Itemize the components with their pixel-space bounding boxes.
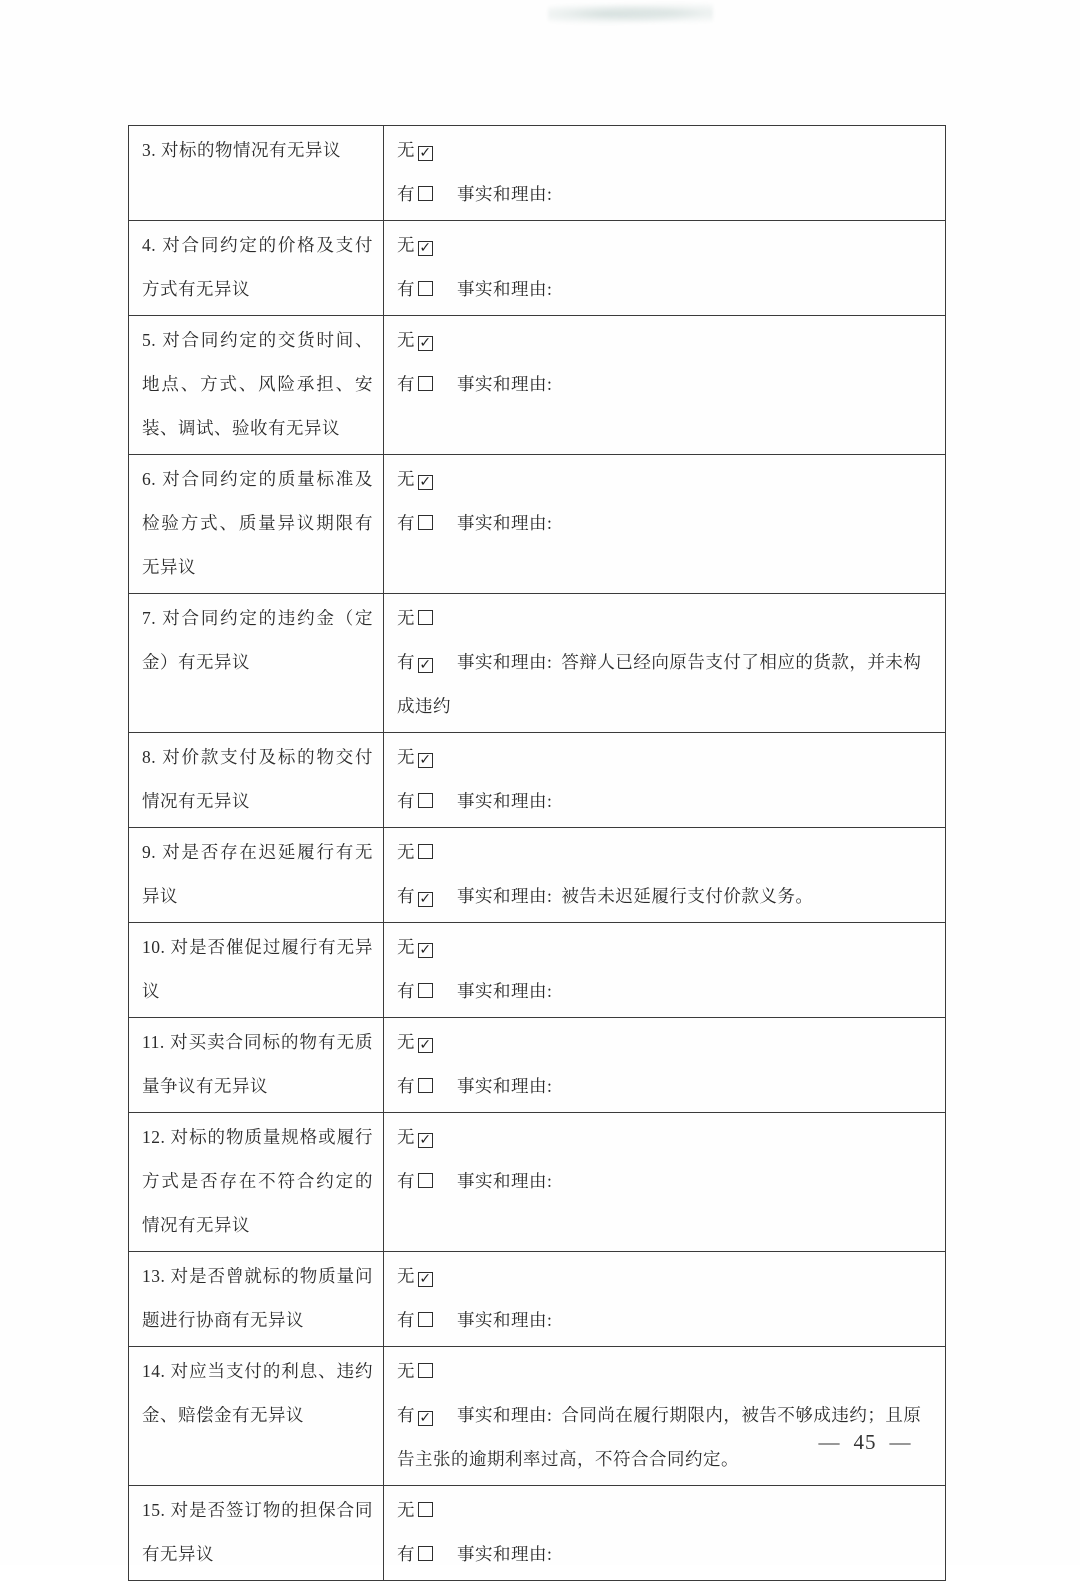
- table-row: [129, 923, 946, 1018]
- yes-option-checkbox: [418, 376, 433, 391]
- question-cell: [129, 828, 384, 923]
- question-cell: [129, 126, 384, 221]
- table-row: [129, 221, 946, 316]
- yes-option-line: [397, 267, 931, 311]
- yes-option-checkbox: [418, 1546, 433, 1561]
- yes-option-label: 有: [397, 791, 415, 811]
- yes-option-checkbox: [418, 1312, 433, 1327]
- question-cell: [129, 733, 384, 828]
- no-option-label: 无: [397, 140, 415, 160]
- yes-option-line: [397, 172, 931, 216]
- scan-artifact: [548, 2, 713, 26]
- no-option-line: [397, 1115, 931, 1159]
- yes-option-checkbox: [418, 1173, 433, 1188]
- table-row: [129, 455, 946, 594]
- no-option-checkbox: [418, 844, 433, 859]
- no-option-line: [397, 830, 931, 874]
- yes-option-label: 有: [397, 184, 415, 204]
- yes-option-line: [397, 1532, 931, 1576]
- yes-option-line: [397, 501, 931, 545]
- question-text: 5. 对合同约定的交货时间、地点、方式、风险承担、安装、调试、验收有无异议: [142, 330, 373, 438]
- yes-option-line: [397, 1298, 931, 1342]
- answer-cell: [384, 828, 946, 923]
- no-option-line: [397, 735, 931, 779]
- no-option-line: [397, 318, 931, 362]
- yes-option-line: [397, 640, 931, 728]
- footer-dash-left: —: [818, 1430, 841, 1454]
- yes-option-label: 有: [397, 1076, 415, 1096]
- reason-label: 事实和理由:: [457, 652, 553, 672]
- table-row: [129, 1486, 946, 1581]
- question-cell: [129, 316, 384, 455]
- no-option-checkbox: ✓: [419, 1271, 432, 1287]
- no-option-label: 无: [397, 1266, 415, 1286]
- yes-option-checkbox: ✓: [419, 891, 432, 907]
- yes-option-label: 有: [397, 1310, 415, 1330]
- reason-label: 事实和理由:: [457, 279, 553, 299]
- no-option-label: 无: [397, 747, 415, 767]
- reason-label: 事实和理由:: [457, 1405, 553, 1425]
- no-option-label: 无: [397, 1127, 415, 1147]
- no-option-line: [397, 1349, 931, 1393]
- answer-cell: [384, 923, 946, 1018]
- objection-form-table: [128, 125, 946, 1581]
- reason-label: 事实和理由:: [457, 513, 553, 533]
- no-option-label: 无: [397, 608, 415, 628]
- no-option-line: [397, 1254, 931, 1298]
- page-number: 45: [853, 1430, 877, 1454]
- question-text: 7. 对合同约定的违约金（定金）有无异议: [142, 608, 373, 672]
- yes-option-label: 有: [397, 1544, 415, 1564]
- no-option-checkbox: ✓: [419, 474, 432, 490]
- yes-option-checkbox: [418, 515, 433, 530]
- question-text: 15. 对是否签订物的担保合同有无异议: [142, 1500, 373, 1564]
- reason-label: 事实和理由:: [457, 1171, 553, 1191]
- yes-option-label: 有: [397, 513, 415, 533]
- question-cell: [129, 594, 384, 733]
- no-option-line: [397, 457, 931, 501]
- reason-text: 答辩人已经向原告支付了相应的货款，并未构成违约: [397, 652, 922, 716]
- question-cell: [129, 1486, 384, 1581]
- question-text: 4. 对合同约定的价格及支付方式有无异议: [142, 235, 373, 299]
- answer-cell: [384, 221, 946, 316]
- no-option-checkbox: ✓: [419, 1037, 432, 1053]
- reason-text: 合同尚在履行期限内，被告不够成违约；且原告主张的逾期利率过高，不符合合同约定。: [397, 1405, 922, 1469]
- yes-option-checkbox: ✓: [419, 657, 432, 673]
- question-cell: [129, 1113, 384, 1252]
- question-text: 8. 对价款支付及标的物交付情况有无异议: [142, 747, 373, 811]
- yes-option-label: 有: [397, 279, 415, 299]
- no-option-label: 无: [397, 1500, 415, 1520]
- question-text: 10. 对是否催促过履行有无异议: [142, 937, 373, 1001]
- question-text: 11. 对买卖合同标的物有无质量争议有无异议: [142, 1032, 373, 1096]
- yes-option-checkbox: [418, 1078, 433, 1093]
- yes-option-line: [397, 779, 931, 823]
- yes-option-label: 有: [397, 652, 415, 672]
- reason-label: 事实和理由:: [457, 1544, 553, 1564]
- no-option-checkbox: ✓: [419, 145, 432, 161]
- question-text: 9. 对是否存在迟延履行有无异议: [142, 842, 373, 906]
- reason-label: 事实和理由:: [457, 886, 553, 906]
- yes-option-checkbox: ✓: [419, 1410, 432, 1426]
- answer-cell: [384, 1113, 946, 1252]
- objection-table-body: [129, 126, 946, 1581]
- table-row: [129, 1347, 946, 1486]
- table-row: [129, 733, 946, 828]
- table-row: [129, 828, 946, 923]
- no-option-checkbox: [418, 1363, 433, 1378]
- yes-option-checkbox: [418, 983, 433, 998]
- yes-option-label: 有: [397, 374, 415, 394]
- yes-option-checkbox: [418, 793, 433, 808]
- yes-option-label: 有: [397, 981, 415, 1001]
- answer-cell: [384, 1486, 946, 1581]
- question-cell: [129, 221, 384, 316]
- answer-cell: [384, 455, 946, 594]
- no-option-checkbox: ✓: [419, 1132, 432, 1148]
- no-option-checkbox: ✓: [419, 752, 432, 768]
- question-text: 13. 对是否曾就标的物质量问题进行协商有无异议: [142, 1266, 373, 1330]
- yes-option-checkbox: [418, 186, 433, 201]
- question-cell: [129, 1252, 384, 1347]
- no-option-label: 无: [397, 330, 415, 350]
- answer-cell: [384, 594, 946, 733]
- footer-dash-right: —: [889, 1430, 912, 1454]
- yes-option-checkbox: [418, 281, 433, 296]
- question-text: 14. 对应当支付的利息、违约金、赔偿金有无异议: [142, 1361, 373, 1425]
- table-row: [129, 316, 946, 455]
- no-option-label: 无: [397, 469, 415, 489]
- question-text: 6. 对合同约定的质量标准及检验方式、质量异议期限有无异议: [142, 469, 373, 577]
- table-row: [129, 1018, 946, 1113]
- question-cell: [129, 1018, 384, 1113]
- reason-label: 事实和理由:: [457, 981, 553, 1001]
- question-text: 3. 对标的物情况有无异议: [142, 140, 341, 160]
- reason-label: 事实和理由:: [457, 791, 553, 811]
- reason-label: 事实和理由:: [457, 374, 553, 394]
- no-option-line: [397, 223, 931, 267]
- yes-option-line: [397, 1064, 931, 1108]
- no-option-line: [397, 596, 931, 640]
- no-option-checkbox: ✓: [419, 335, 432, 351]
- no-option-line: [397, 925, 931, 969]
- answer-cell: [384, 733, 946, 828]
- no-option-line: [397, 1488, 931, 1532]
- yes-option-label: 有: [397, 1171, 415, 1191]
- reason-label: 事实和理由:: [457, 184, 553, 204]
- no-option-line: [397, 1020, 931, 1064]
- yes-option-label: 有: [397, 886, 415, 906]
- yes-option-line: [397, 362, 931, 406]
- reason-text: 被告未迟延履行支付价款义务。: [561, 886, 814, 906]
- yes-option-line: [397, 969, 931, 1013]
- question-text: 12. 对标的物质量规格或履行方式是否存在不符合约定的情况有无异议: [142, 1127, 373, 1235]
- no-option-line: [397, 128, 931, 172]
- answer-cell: [384, 316, 946, 455]
- table-row: [129, 1113, 946, 1252]
- no-option-label: 无: [397, 1361, 415, 1381]
- table-row: [129, 126, 946, 221]
- no-option-label: 无: [397, 842, 415, 862]
- no-option-checkbox: [418, 1502, 433, 1517]
- reason-label: 事实和理由:: [457, 1310, 553, 1330]
- yes-option-line: [397, 874, 931, 918]
- no-option-label: 无: [397, 1032, 415, 1052]
- answer-cell: [384, 1347, 946, 1486]
- no-option-label: 无: [397, 937, 415, 957]
- no-option-checkbox: ✓: [419, 942, 432, 958]
- no-option-label: 无: [397, 235, 415, 255]
- question-cell: [129, 455, 384, 594]
- yes-option-label: 有: [397, 1405, 415, 1425]
- no-option-checkbox: ✓: [419, 240, 432, 256]
- no-option-checkbox: [418, 610, 433, 625]
- question-cell: [129, 1347, 384, 1486]
- answer-cell: [384, 1018, 946, 1113]
- question-cell: [129, 923, 384, 1018]
- page-footer: [800, 1430, 930, 1455]
- answer-cell: [384, 1252, 946, 1347]
- yes-option-line: [397, 1159, 931, 1203]
- table-row: [129, 1252, 946, 1347]
- answer-cell: [384, 126, 946, 221]
- table-row: [129, 594, 946, 733]
- reason-label: 事实和理由:: [457, 1076, 553, 1096]
